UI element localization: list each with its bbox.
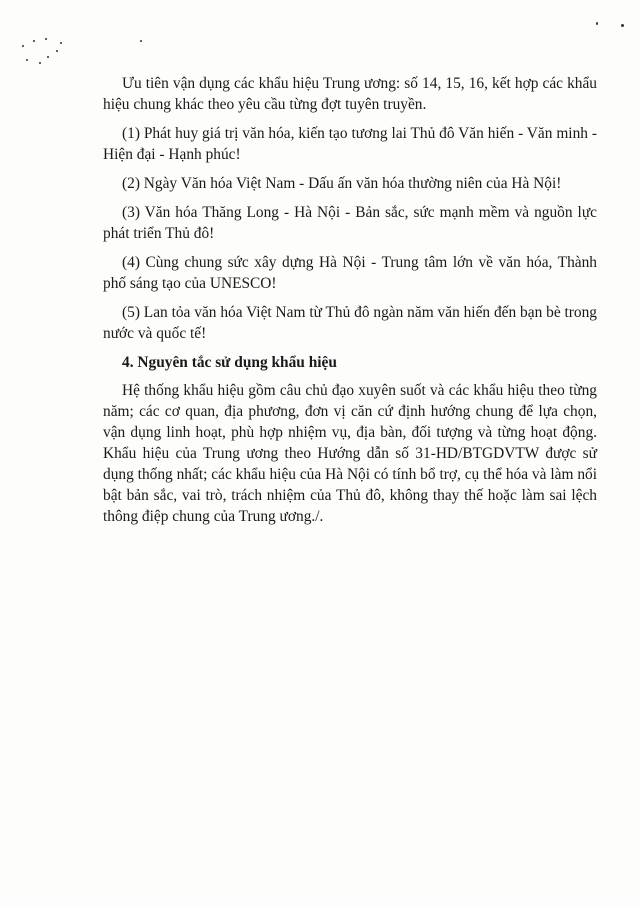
- scan-speck: [45, 38, 47, 40]
- scan-speck: [56, 50, 58, 52]
- scan-speck: [60, 42, 62, 44]
- slogan-2: (2) Ngày Văn hóa Việt Nam - Dấu ấn văn hóa thường niên của Hà Nội!: [122, 175, 562, 192]
- intro-paragraph: Ưu tiên vận dụng các khẩu hiệu Trung ương: số 14, 15, 16, kết hợp các khẩu hiệu chung khác theo yêu cầu từng đợt tuyên truyền.: [103, 75, 597, 113]
- section-heading: 4. Nguyên tắc sử dụng khẩu hiệu: [122, 354, 337, 371]
- slogan-5: (5) Lan tỏa văn hóa Việt Nam từ Thủ đô ngàn năm văn hiến đến bạn bè trong nước và quốc tế!: [103, 304, 597, 342]
- slogan-1: (1) Phát huy giá trị văn hóa, kiến tạo tương lai Thủ đô Văn hiến - Văn minh - Hiện đại - Hạnh phúc!: [103, 125, 597, 163]
- scan-speck: [596, 22, 598, 25]
- scan-speck: [621, 24, 624, 27]
- scan-speck: [47, 56, 49, 58]
- scan-speck: [33, 40, 35, 42]
- principles-paragraph: Hệ thống khẩu hiệu gồm câu chủ đạo xuyên suốt và các khẩu hiệu theo từng năm; các cơ quan, địa phương, đơn vị căn cứ định hướng chung để lựa chọn, vận dụng linh hoạt, phù hợp nhiệm vụ, địa bàn, đối tượng và từng hoạt động. Khẩu hiệu của Trung ương theo Hướng dẫn số 31-HD/BTGDVTW được sử dụng thống nhất; các khẩu hiệu của Hà Nội có tính bổ trợ, cụ thể hóa và làm nổi bật bản sắc, vai trò, trách nhiệm của Thủ đô, không thay thế hoặc làm sai lệch thông điệp chung của Trung ương./.: [103, 382, 597, 525]
- slogan-3: (3) Văn hóa Thăng Long - Hà Nội - Bản sắc, sức mạnh mềm và nguồn lực phát triển Thủ đô!: [103, 204, 597, 242]
- scan-speck: [39, 62, 41, 64]
- scan-speck: [26, 59, 28, 61]
- slogan-4: (4) Cùng chung sức xây dựng Hà Nội - Trung tâm lớn về văn hóa, Thành phố sáng tạo của UNESCO!: [103, 254, 597, 292]
- scan-speck: [22, 45, 24, 47]
- document-body: [103, 73, 597, 535]
- scan-speck: [140, 40, 142, 42]
